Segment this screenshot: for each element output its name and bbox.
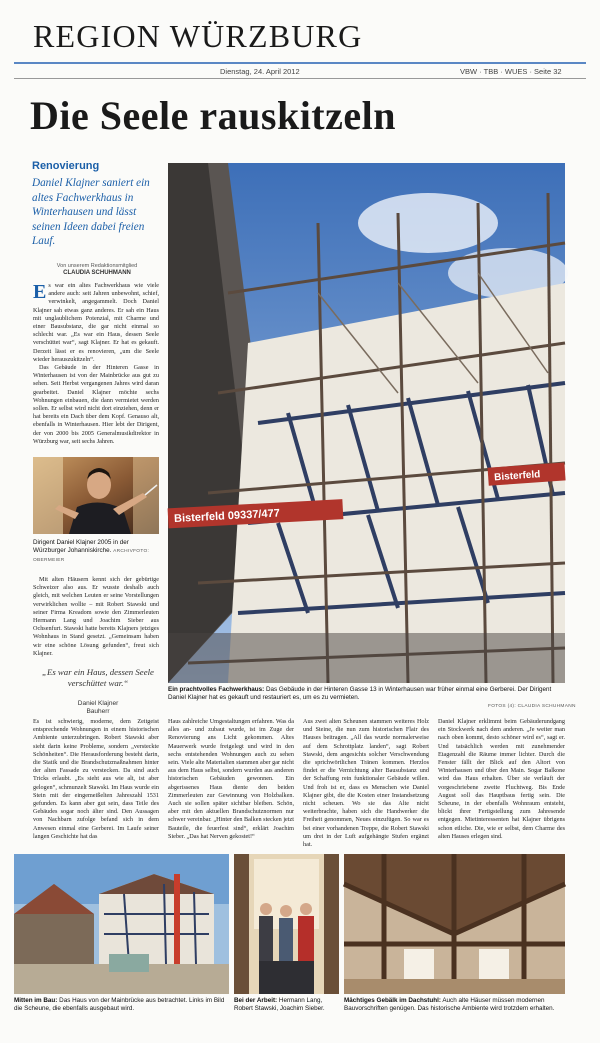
article-paragraph: Mit alten Häusern kennt sich der gebürtige Schweizer also aus. Er wusste deshalb auch gleich, mit welchen Leuten er seine Vorstellungen verwirklichen wollte – mit Robert Stawski und seiner Firma Kreadom sowie den Zimmerleuten Hermann Lang und Joachim Sieber aus Ochsenfurt. Stawski hatte bereits Klajners jetziges Wohnhaus in Stand gesetzt. „Gemeinsam haben wir eine schöne Lösung gefunden“, freut sich Klajner. [33, 576, 159, 657]
dropcap: E [33, 281, 47, 303]
main-photo-scaffolding [168, 163, 565, 683]
article-paragraph: Das Gebäude in der Hinteren Gasse in Winterhausen ist von der Mainbrücke aus gut zu sehen. Seit Herbst vergangenen Jahres wird daran gearbeitet. Daniel Klajner möchte sechs Wohnungen einbauen, die dann vermietet werden sollen. Er selbst wird nicht dort einziehen, denn er hat bereits ein Dach über dem Kopf. Genauso alt, ebenfalls in Winterhausen. Hier lebt der Dirigent, der von 2000 bis 2005 Generalmusikdirektor in Würzburg war, seit sechs Jahren. [33, 364, 159, 445]
pull-quote: „Es war ein Haus, dessen Seele verschüttet war.“ [42, 667, 154, 688]
article-kicker: Renovierung [32, 160, 100, 172]
section-title: REGION WÜRZBURG [33, 18, 363, 54]
article-headline: Die Seele rauskitzeln [30, 93, 396, 138]
article-column-3: Aus zwei alten Scheunen stammen weiteres Holz und Steine, die nun zum historischen Flair des Hauses beitragen. „All das wurde normalerweise auf dem Schrottplatz landen“, sagt Robert Stawski, dem angesichts solcher Verschwendung die sprichwörtlichen Tränen kommen. Herzlos findet er die Vernichtung alter Bausubstanz und der Schaffung rein funktionaler Gebäude willen. Und froh ist er, dass es Menschen wie Daniel Klajner gibt, die die Kosten einer Instandsetzung nicht scheuen. Wo sie das Alte nicht weiterbrachte, haben sich die Handwerker die Freiheit genommen, Neues einzufügen. So war es bei einer vorhandenen Treppe, die Robert Stawski um drei in der Luft aufgehängte Stufen ergänzt hat. [303, 718, 429, 849]
photo-caption-2: Bei der Arbeit: Hermann Lang, Robert Stawski, Joachim Sieber. [234, 997, 325, 1012]
scaffold-sign: Bisterfeld 09337/477 [173, 507, 281, 526]
header-rule [14, 62, 586, 64]
byline-prefix: Von unserem Redaktionsmitglied [56, 263, 138, 269]
article-column-4: Daniel Klajner erklimmt beim Gebäuderundgang ein Stockwerk nach dem anderen. „Je weiter man nach oben kommt, desto schöner wird es“, sagt er. Und tatsächlich werden mit zunehmender Etagenzahl die Räume immer lichter. Durch die Fenster fällt der Blick auf den Altort von Winterhausen und über den Main. Sogar Balkone wird das Haus erhalten. Über sie verläuft der vorgeschriebene zweite Fluchtweg. Bis Ende August soll das Hauptbaus fertig sein. Die Scheune, in der ebenfalls Wohnraum entsteht, blickt ihrer Fertigstellung zum Jahresende entgegen. Mietinteressenten hat Klajner übrigens schon etliche. Die, wie er selbst, dem Charme des alten Hauses erlegen sind. [438, 718, 565, 840]
header-subrule [14, 78, 586, 79]
photo-workers [234, 854, 339, 994]
photo-house-from-bridge [14, 854, 229, 994]
portrait-caption: Dirigent Daniel Klajner 2005 in der Würzburger Johanniskirche. ARCHIVFOTO: OBERMEIER [33, 539, 150, 563]
article-column-1: Es ist schwierig, moderne, dem Zeitgeist entsprechende Wohnungen in einem historischen Ambiente unterzubringen. Robert Stawski aber sieht darin keine Probleme, sondern „versteckte Schönheiten“. Die Herausforderung besteht darin, die Statik und die Brandschutzmaßnahmen hinter der alten Fassade zu verstecken. Da sind auch Tricks erlaubt. „Es sieht aus wie alt, ist aber gelogen“, schmunzelt Stawski. Im Haus wurde ein Stein mit der eingemeißelten Jahreszahl 1531 gefunden. Es kann aber gut sein, dass Teile des Gebäudes sogar noch älter sind. Den Aussagen von Nachbarn zufolge befand sich in dem Anwesen einmal eine Gerberei. Im Laufe seiner langen Geschichte hat das [33, 718, 159, 840]
photo-caption-3: Mächtiges Gebälk im Dachstuhl: Auch alte Häuser müssen modernen Bauvorschriften genügen. Das historische Ambiente wird trotzdem erhalten. [344, 997, 555, 1012]
issue-date: Dienstag, 24. April 2012 [220, 67, 300, 76]
article-column-2: Haus zahlreiche Umgestaltungen erfahren. Was da alles an- und zubaut wurde, ist im Zuge der Renovierung ans Licht gekommen. Altes Mauerwerk wurde freigelegt und wird in den sechs entstehenden Wohnungen auch zu sehen sein. Viele alte Materialien stammen aber gar nicht aus dem Haus selbst, sondern wurden aus anderen historischen Gebäuden gewonnen. Ein abgerissenes Haus diente den beiden Zimmerleuten zur Gewinnung von Holzbalken. Auch sie sollen später sichtbar bleiben. Schön, aber mit den aktuellen Brandschutznormen nur schwer vereinbar. „Hinter den Balken stecken jetzt Bauteile, die feuerfest sind“, erklärt Joachim Sieber. „Das hat Nerven gekostet!“ [168, 718, 294, 840]
main-photo-caption: Ein prachtvolles Fachwerkhaus: Das Gebäude in der Hinteren Gasse 13 in Winterhausen war früher einmal eine Gerberei. Der Dirigent Daniel Klajner hat es gekauft und restauriert es, um es zu vermieten. [168, 686, 552, 701]
page-edition: VBW · TBB · WUES · Seite 32 [460, 67, 562, 76]
photo-caption-1: Mitten im Bau: Das Haus von der Mainbrücke aus betrachtet. Links im Bild die Scheune, die ebenfalls ausgebaut wird. [14, 997, 225, 1012]
photo-roof-timber [344, 854, 565, 994]
quote-author: Daniel Klajner Bauherr [77, 700, 119, 715]
byline-name: CLAUDIA SCHUHMANN [63, 270, 131, 276]
scaffold-sign: Bisterfeld [493, 469, 541, 484]
article-subhead: Daniel Klajner saniert ein altes Fachwerkhaus in Winterhausen und lässt seinen Ideen dabei freien Lauf. [32, 177, 150, 247]
portrait-photo [33, 457, 159, 534]
article-intro: Es war ein altes Fachwerkhaus wie viele andere auch: seit Jahren unbewohnt, schief, verwinkelt, angegammelt. Doch Daniel Klajner sah etwas ganz anderes. Er sah ein Haus mit unglaublichem Potenzial, mit Charme und einer Bausubstanz, die gar nicht einmal so schlecht war. „Es war ein Haus, dessen Seele verschüttet war“, sagt Klajner. Er hat es gekauft. Derzeit lässt er es renovieren, „um die Seele wieder herauszukitzeln“. Das Gebäude in der Hinteren Gasse in Winterhausen ist von der Mainbrücke aus gut zu sehen. Seit Herbst vergangenen Jahres wird daran gearbeitet. Daniel Klajner möchte sechs Wohnungen einbauen, die dann vermietet werden sollen. Er selbst wird nicht dort einziehen, denn er hat bereits ein Dach über dem Kopf. Genauso alt, ebenfalls in Winterhausen. Hier lebt der Dirigent, der von 2000 bis 2005 Generalmusikdirektor in Würzburg war, seit sechs Jahren. [33, 281, 159, 445]
main-photo-credit: FOTOS (4): CLAUDIA SCHUHMANN [488, 704, 576, 709]
